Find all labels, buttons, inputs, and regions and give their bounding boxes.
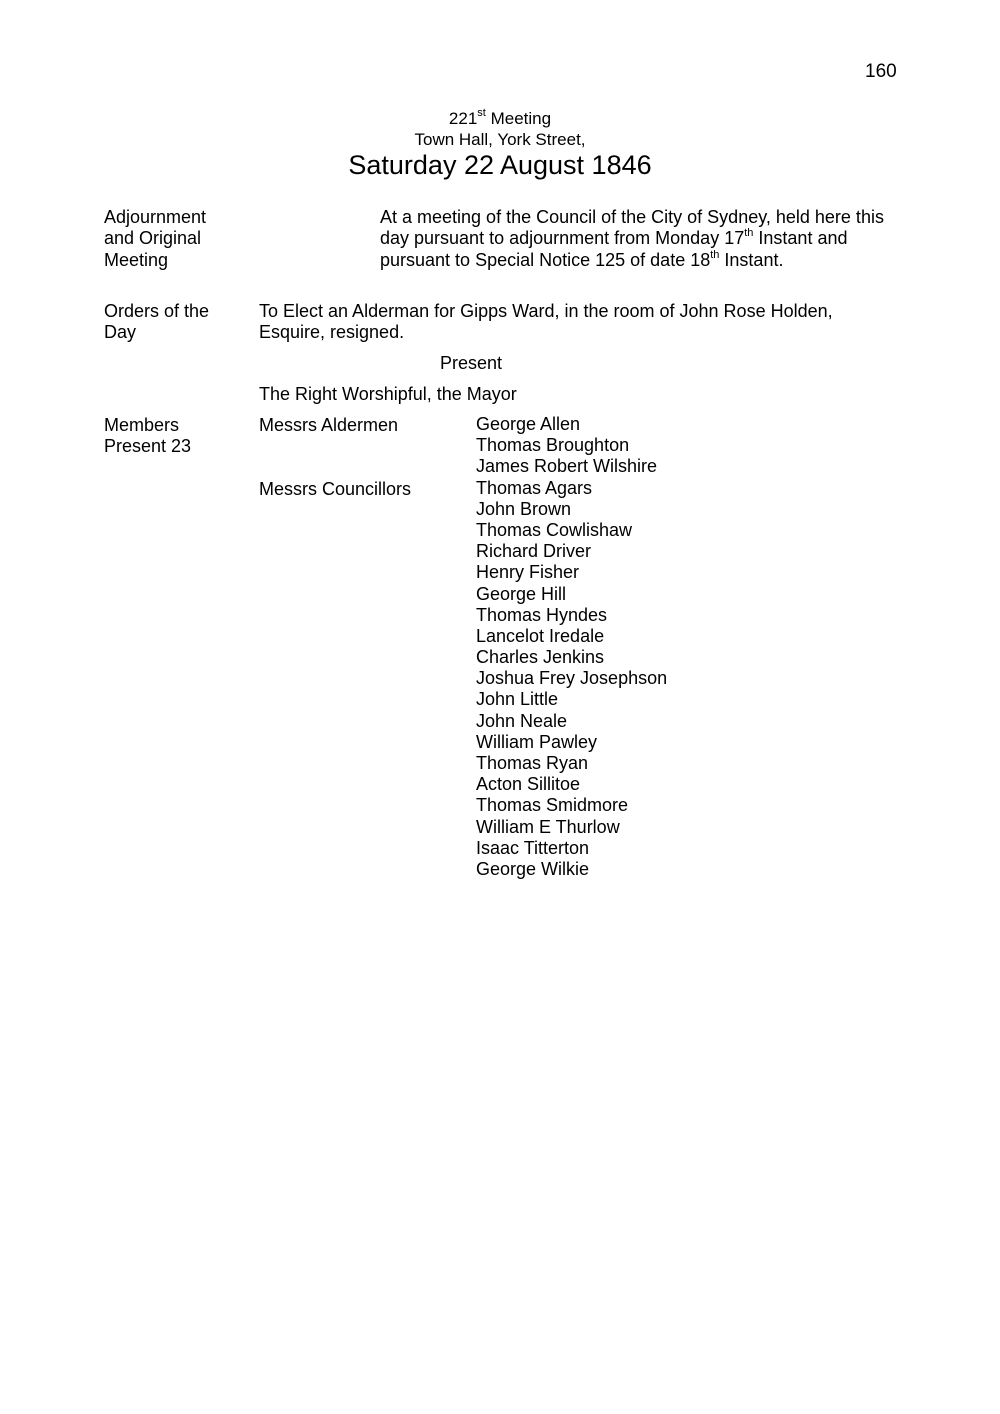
member-name: Charles Jenkins	[476, 647, 605, 668]
member-name: Henry Fisher	[476, 562, 580, 583]
meeting-number	[0, 108, 1000, 129]
member-name: Thomas Ryan	[476, 753, 589, 773]
meeting-venue: Town Hall, York Street,	[414, 130, 586, 149]
adjournment-line: At a meeting of the Council of the City of Sydney, held here this	[380, 207, 884, 227]
meeting-ordinal: 221	[448, 109, 478, 128]
member-name: George Allen	[476, 414, 581, 434]
margin-label-line: Day	[104, 322, 137, 343]
member-name: George Hill	[476, 583, 567, 604]
orders-label	[104, 301, 254, 344]
margin-label-line: and Original	[104, 228, 202, 249]
member-name: John Neale	[476, 710, 568, 731]
member-name: James Robert Wilshire	[476, 456, 658, 477]
present-heading: Present	[440, 353, 503, 373]
member-name: Acton Sillitoe	[476, 774, 581, 795]
members-label	[104, 415, 254, 458]
adjournment-line	[380, 228, 884, 249]
member-name: William E Thurlow	[476, 816, 620, 837]
meeting-ordinal-suffix: st	[477, 107, 486, 120]
member-name: George Wilkie	[476, 858, 590, 879]
adjournment-text-part: Instant and	[753, 228, 848, 249]
member-name: Thomas Agars	[476, 477, 593, 498]
member-name: Isaac Titterton	[476, 837, 590, 858]
mayor-line: The Right Worshipful, the Mayor	[259, 384, 517, 404]
ordinal-suffix: th	[710, 248, 720, 261]
adjournment-text-part: pursuant to Special Notice 125 of date 18	[380, 249, 711, 270]
margin-label-line: Adjournment	[104, 207, 207, 227]
adjournment-text-part: day pursuant to adjournment from Monday 17	[380, 228, 745, 249]
ordinal-suffix: th	[744, 227, 754, 240]
adjournment-label	[104, 207, 254, 271]
member-name: William Pawley	[476, 731, 598, 752]
margin-label-line: Members	[104, 415, 180, 435]
page-number: 160	[865, 61, 897, 82]
member-name: Joshua Frey Josephson	[476, 668, 668, 689]
member-name: Thomas Cowlishaw	[476, 519, 633, 540]
margin-label-line: Meeting	[104, 249, 169, 270]
meeting-date-title: Saturday 22 August 1846	[348, 150, 652, 180]
member-list	[476, 414, 667, 880]
member-name: John Brown	[476, 498, 572, 519]
orders-text	[259, 301, 833, 344]
councillors-label: Messrs Councillors	[259, 479, 412, 499]
member-name: Lancelot Iredale	[476, 625, 605, 646]
member-name: Thomas Broughton	[476, 435, 630, 456]
member-name: John Little	[476, 689, 559, 710]
adjournment-line	[380, 250, 884, 271]
margin-label-line: Orders of the	[104, 301, 210, 321]
member-name: Thomas Hyndes	[476, 604, 608, 625]
orders-line: To Elect an Alderman for Gipps Ward, in the room of John Rose Holden,	[259, 301, 833, 321]
member-name: Thomas Smidmore	[476, 795, 629, 816]
aldermen-label: Messrs Aldermen	[259, 415, 399, 435]
orders-line: Esquire, resigned.	[259, 322, 405, 343]
margin-label-line: Present 23	[104, 436, 192, 457]
meeting-word: Meeting	[490, 109, 552, 128]
adjournment-text-part: Instant.	[719, 249, 784, 270]
member-name: Richard Driver	[476, 541, 592, 562]
adjournment-text	[380, 207, 884, 271]
